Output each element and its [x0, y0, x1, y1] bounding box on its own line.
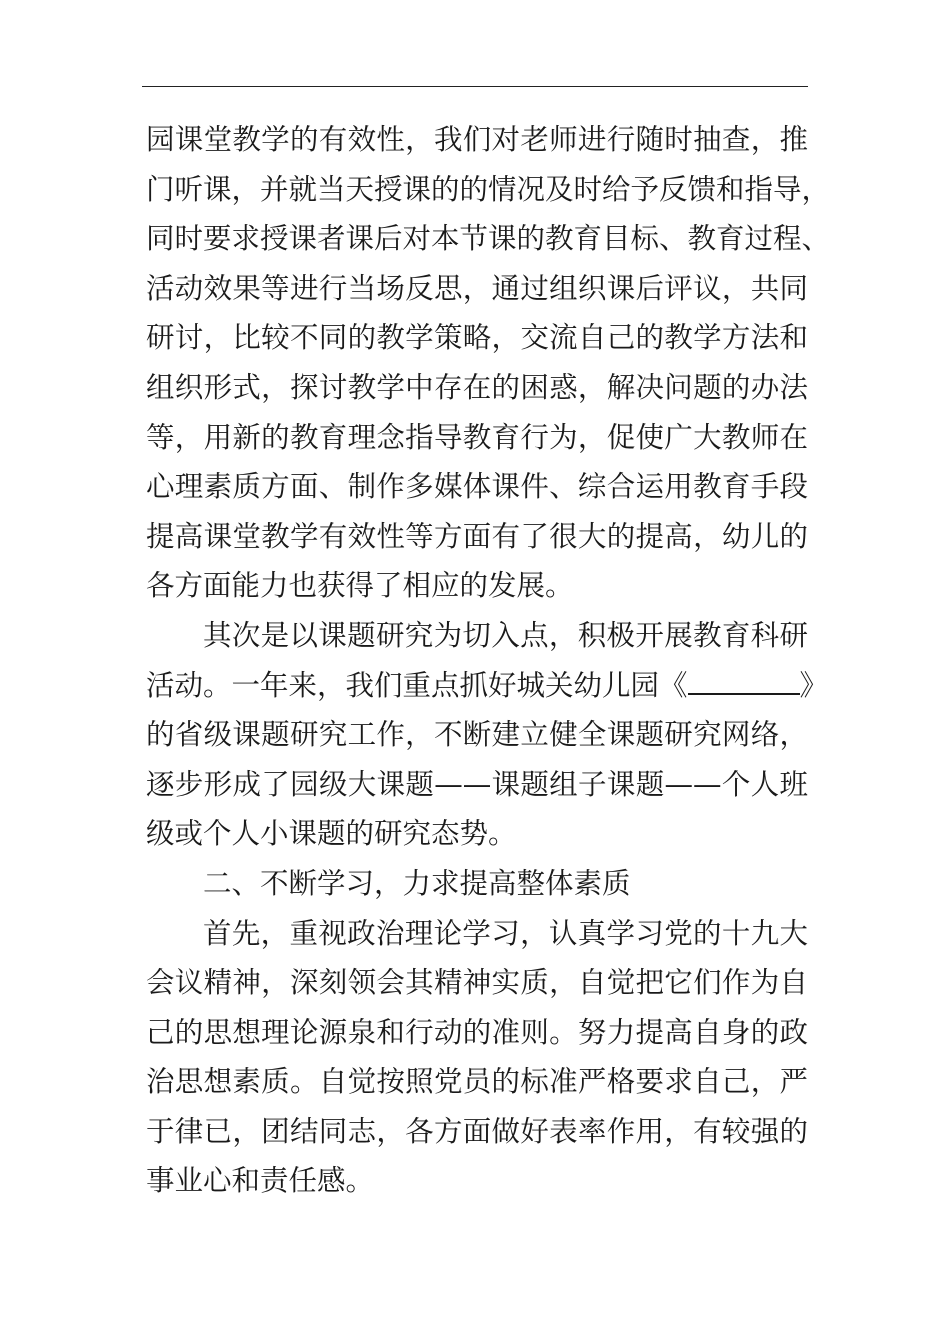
- text-fragment: 活动。一年来，我们重点抓好城关幼儿园《: [146, 668, 688, 702]
- text-line: 逐步形成了园级大课题——课题组子课题——个人班: [146, 767, 808, 801]
- text-line: 各方面能力也获得了相应的发展。: [146, 569, 574, 603]
- heading-text: 二、不断学习，力求提高整体素质: [203, 866, 631, 900]
- text-line: 己的思想理论源泉和行动的准则。努力提高自身的政: [146, 1015, 808, 1049]
- text-line: 其次是以课题研究为切入点，积极开展教育科研: [203, 618, 808, 652]
- paragraph-research: [146, 611, 829, 859]
- text-line: 事业心和责任感。: [146, 1164, 375, 1198]
- text-line: 治思想素质。自觉按照党员的标准严格要求自己，严: [146, 1065, 808, 1099]
- text-line: 会议精神，深刻领会其精神实质，自觉把它们作为自: [146, 966, 808, 1000]
- text-line: 园课堂教学的有效性，我们对老师进行随时抽查，推: [146, 123, 808, 156]
- header-rule: [142, 86, 808, 87]
- text-line-with-blank: [146, 661, 829, 711]
- text-line: 活动效果等进行当场反思，通过组织课后评议，共同: [146, 271, 808, 305]
- section-heading: [146, 859, 808, 909]
- text-line: 提高课堂教学有效性等方面有了很大的提高，幼儿的: [146, 519, 808, 553]
- document-body: [146, 115, 831, 1206]
- text-line: 研讨，比较不同的教学策略，交流自己的教学方法和: [146, 321, 808, 355]
- text-fragment: 》: [799, 668, 829, 702]
- text-line: 级或个人小课题的研究态势。: [146, 817, 517, 851]
- text-line: 心理素质方面、制作多媒体课件、综合运用教育手段: [146, 470, 808, 504]
- text-line: 组织形式，探讨教学中存在的困惑，解决问题的办法: [146, 370, 808, 404]
- text-line: 门听课，并就当天授课的的情况及时给予反馈和指导，: [146, 172, 831, 206]
- text-line: 于律已，团结同志，各方面做好表率作用，有较强的: [146, 1114, 808, 1148]
- text-line: 等，用新的教育理念指导教育行为，促使广大教师在: [146, 420, 808, 454]
- fill-in-blank: [688, 667, 800, 695]
- text-line: 的省级课题研究工作，不断建立健全课题研究网络，: [146, 718, 808, 752]
- text-line: 首先，重视政治理论学习，认真学习党的十九大: [203, 916, 808, 950]
- text-line: 同时要求授课者课后对本节课的教育目标、教育过程、: [146, 222, 831, 256]
- paragraph-political-study: [146, 909, 808, 1207]
- paragraph-classroom-effectiveness: [146, 115, 831, 611]
